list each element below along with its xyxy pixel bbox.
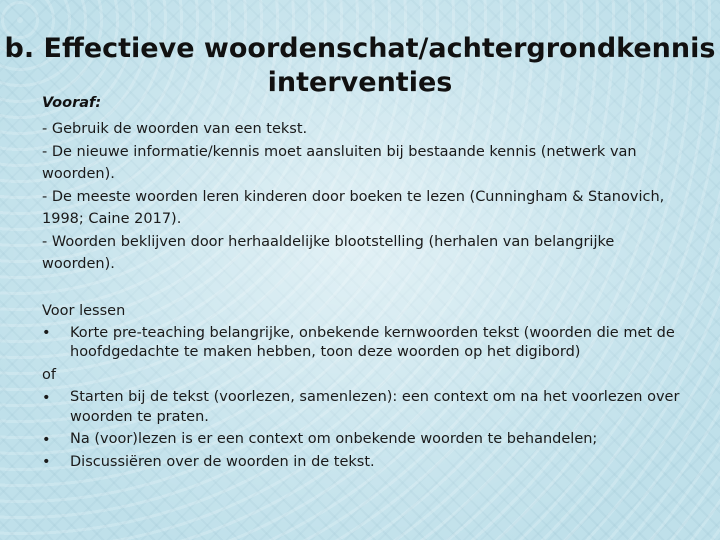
bullet-text: Starten bij de tekst (voorlezen, samenlezen): een context om na het voorlezen over woorden te praten.	[70, 389, 680, 425]
vooraf-line-3: - De meeste woorden leren kinderen door boeken te lezen (Cunningham & Stanovich, 1998; Caine 2017).	[42, 188, 665, 227]
spacer	[42, 276, 682, 300]
bullet-item	[42, 451, 682, 474]
slide-title-line-1: b. Effectieve woordenschat/achtergrondkennis	[4, 33, 716, 64]
bullet-dot: •	[42, 431, 51, 448]
vooraf-line-1: - Gebruik de woorden van een tekst.	[42, 121, 308, 137]
voor-lessen-label: Voor lessen	[42, 302, 126, 319]
bullet-dot: •	[42, 325, 51, 341]
or-label: of	[42, 367, 56, 383]
vooraf-line-4: - Woorden beklijven door herhaaldelijke blootstelling (herhalen van belangrijke woorden).	[42, 233, 615, 272]
slide-title-line-2: interventies	[267, 67, 453, 98]
bullet-item	[42, 429, 682, 452]
bullet-dot: •	[42, 389, 51, 406]
bullet-dot: •	[42, 454, 51, 470]
vooraf-line-2: - De nieuwe informatie/kennis moet aansluiten bij bestaande kennis (netwerk van woorden).	[42, 143, 637, 182]
bullet-item	[42, 387, 682, 429]
bullet-text: Korte pre-teaching belangrijke, onbekende kernwoorden tekst (woorden die met de hoofdgedachte te maken hebben, toon deze woorden op het digibord)	[70, 324, 675, 360]
bullet-item	[42, 322, 682, 364]
bullet-text: Discussiëren over de woorden in de tekst.	[70, 453, 375, 470]
bullet-text: Na (voor)lezen is er een context om onbekende woorden te behandelen;	[70, 431, 598, 447]
slide-title	[0, 32, 720, 100]
slide-body	[42, 118, 682, 474]
vooraf-label: Vooraf:	[42, 95, 102, 111]
